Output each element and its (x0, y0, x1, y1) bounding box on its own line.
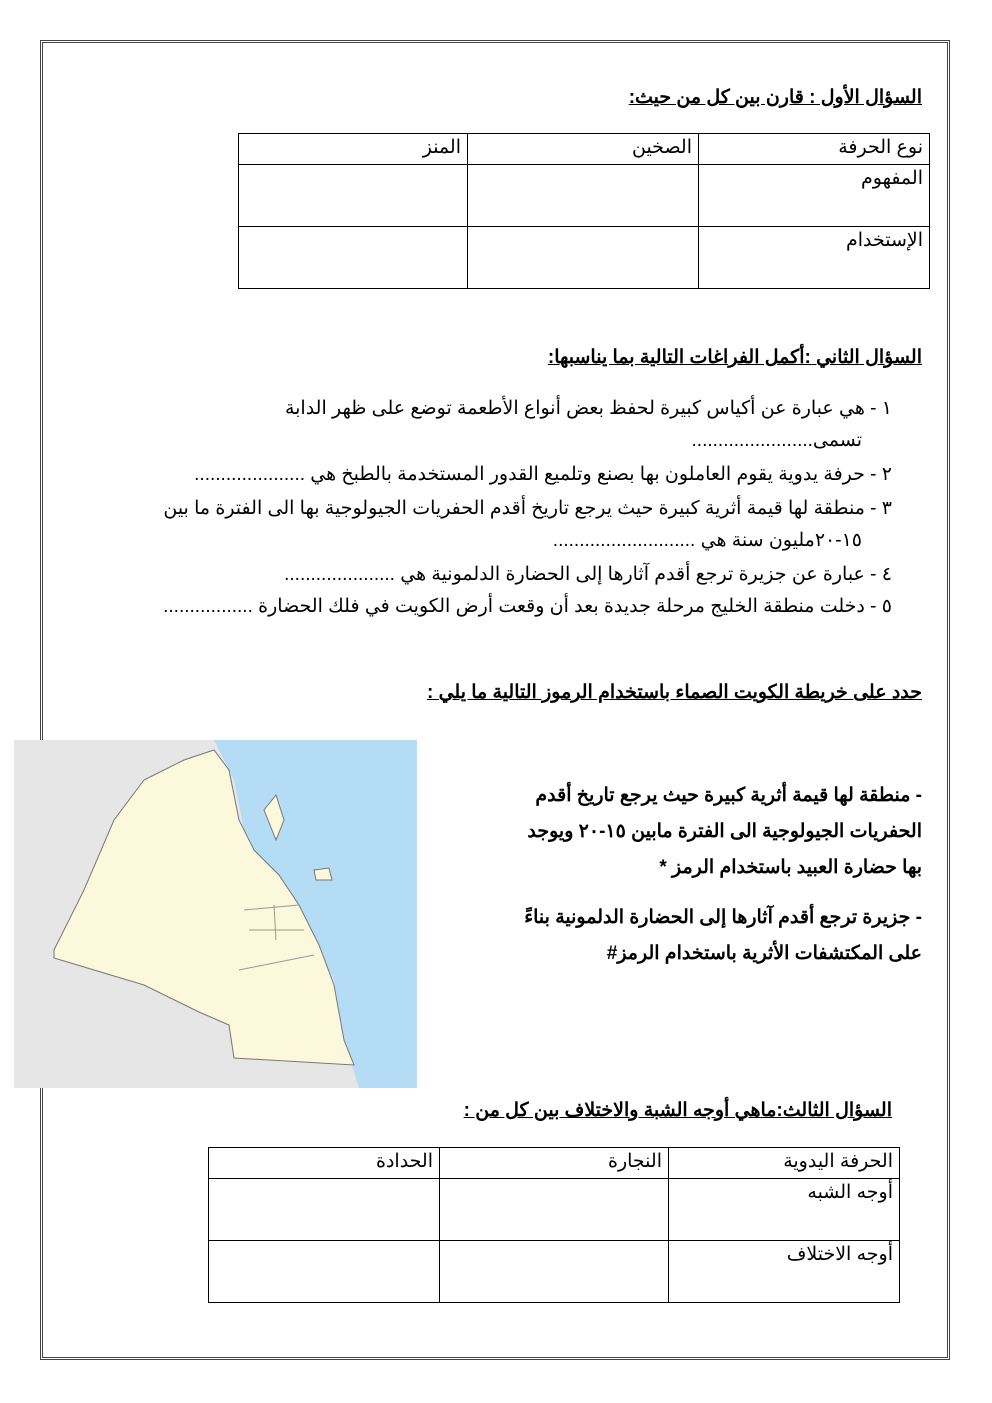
q3-row-label: أوجه الشبه (669, 1179, 900, 1241)
q3-table (208, 1147, 900, 1303)
map-question-title: حدد على خريطة الكويت الصماء باستخدام الرموز التالية ما يلي : (426, 682, 922, 703)
q1-cell[interactable] (239, 227, 468, 289)
q3-header: النجارة (440, 1148, 669, 1179)
map-item-2 (524, 900, 922, 972)
q3-cell[interactable] (209, 1241, 440, 1303)
map-item-1 (527, 778, 922, 886)
q3-cell[interactable] (440, 1179, 669, 1241)
q2-line: ٤ - عبارة عن جزيرة ترجع أقدم آثارها إلى الحضارة الدلمونية هي ..................... (284, 564, 892, 585)
q3-header: الحدادة (209, 1148, 440, 1179)
q1-header: الصخين (468, 134, 699, 165)
q2-line: ٢ - حرفة يدوية يقوم العاملون بها بصنع وتلميع القدور المستخدمة بالطبخ هي ..................... (194, 464, 892, 485)
q2-line: ١ - هي عبارة عن أكياس كبيرة لحفظ بعض أنواع الأطعمة توضع على ظهر الدابة (284, 398, 892, 419)
map-item-line: الحفريات الجيولوجية الى الفترة مابين ١٥-٢٠ ويوجد (527, 821, 922, 842)
q1-row-label: الإستخدام (699, 227, 930, 289)
q1-header: نوع الحرفة (699, 134, 930, 165)
q1-cell[interactable] (239, 165, 468, 227)
q3-cell[interactable] (440, 1241, 669, 1303)
q1-table (238, 133, 930, 289)
kuwait-blank-map (14, 740, 417, 1088)
failaka-island (314, 868, 332, 880)
q3-cell[interactable] (209, 1179, 440, 1241)
q1-row-label: المفهوم (699, 165, 930, 227)
q3-row-label: أوجه الاختلاف (669, 1241, 900, 1303)
map-item-line: - جزيرة ترجع أقدم آثارها إلى الحضارة الدلمونية بناءً (524, 907, 922, 928)
map-item-line: - منطقة لها قيمة أثرية كبيرة حيث يرجع تاريخ أقدم (535, 785, 922, 806)
q3-header: الحرفة اليدوية (669, 1148, 900, 1179)
map-item-line: بها حضارة العبيد باستخدام الرمز * (659, 857, 922, 878)
q1-header: المنز (239, 134, 468, 165)
q2-title: السؤال الثاني :أكمل الفراغات التالية بما يناسبها: (547, 347, 922, 368)
q2-line: ١٥-٢٠مليون سنة هي ........................... (552, 530, 862, 551)
q3-title: السؤال الثالث:ماهي أوجه الشبة والاختلاف بين كل من : (463, 1100, 892, 1121)
map-item-line: على المكتشفات الأثرية باستخدام الرمز# (606, 943, 922, 964)
q2-line: تسمى....................... (691, 430, 862, 451)
q2-line: ٣ - منطقة لها قيمة أثرية كبيرة حيث يرجع تاريخ أقدم الحفريات الجيولوجية بها الى الفترة ما بين (163, 498, 892, 519)
q1-title: السؤال الأول : قارن بين كل من حيث: (628, 87, 922, 108)
q1-cell[interactable] (468, 165, 699, 227)
q2-line: ٥ - دخلت منطقة الخليج مرحلة جديدة بعد أن وقعت أرض الكويت في فلك الحضارة ................. (163, 596, 892, 617)
q1-cell[interactable] (468, 227, 699, 289)
